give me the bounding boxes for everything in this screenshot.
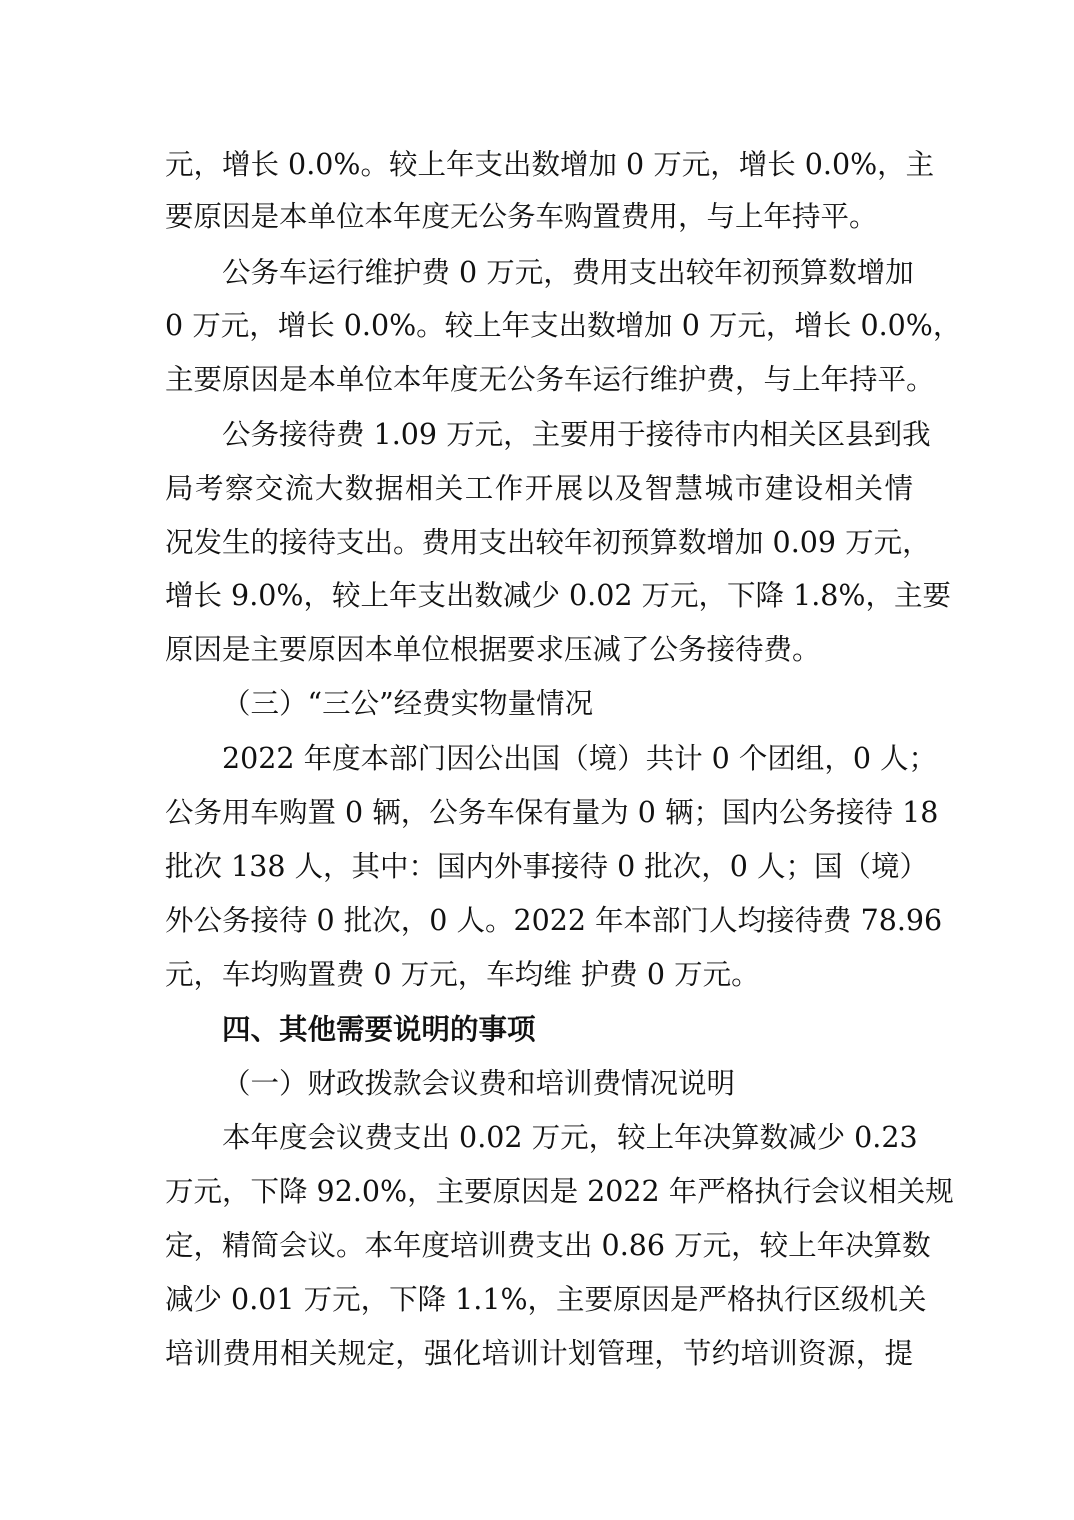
- paragraph-line: 增长 9.0%，较上年支出数减少 0.02 万元，下降 1.8%，主要: [165, 579, 952, 612]
- paragraph-line: 主要原因是本单位本年度无公务车运行维护费，与上年持平。: [165, 363, 935, 396]
- section-subheading: （三）“三公”经费实物量情况: [222, 687, 594, 720]
- paragraph-line: 况发生的接待支出。费用支出较年初预算数增加 0.09 万元，: [165, 526, 931, 559]
- paragraph-line: 要原因是本单位本年度无公务车购置费用，与上年持平。: [165, 200, 878, 233]
- paragraph-line: 0 万元，增长 0.0%。较上年支出数增加 0 万元，增长 0.0%，: [165, 309, 962, 342]
- paragraph-line: 元，增长 0.0%。较上年支出数增加 0 万元，增长 0.0%，主: [165, 148, 935, 181]
- paragraph-line: 公务用车购置 0 辆，公务车保有量为 0 辆；国内公务接待 18: [165, 796, 939, 829]
- paragraph-line: 培训费用相关规定，强化培训计划管理，节约培训资源，提: [165, 1337, 913, 1370]
- paragraph-line: 局考察交流大数据相关工作开展以及智慧城市建设相关情: [165, 472, 913, 505]
- paragraph-line: 元，车均购置费 0 万元，车均维 护费 0 万元。: [165, 958, 760, 991]
- section-subheading: （一）财政拨款会议费和培训费情况说明: [222, 1067, 736, 1100]
- paragraph-line: 公务车运行维护费 0 万元，费用支出较年初预算数增加: [222, 256, 914, 289]
- paragraph-line: 原因是主要原因本单位根据要求压减了公务接待费。: [165, 633, 821, 666]
- paragraph-line: 外公务接待 0 批次，0 人。2022 年本部门人均接待费 78.96: [165, 904, 943, 937]
- paragraph-line: 万元，下降 92.0%，主要原因是 2022 年严格执行会议相关规: [165, 1175, 954, 1208]
- paragraph-line: 本年度会议费支出 0.02 万元，较上年决算数减少 0.23: [222, 1121, 918, 1154]
- paragraph-line: 减少 0.01 万元，下降 1.1%，主要原因是严格执行区级机关: [165, 1283, 927, 1316]
- paragraph-line: 2022 年度本部门因公出国（境）共计 0 个团组，0 人；: [222, 742, 938, 775]
- paragraph-line: 公务接待费 1.09 万元，主要用于接待市内相关区县到我: [222, 418, 931, 451]
- section-heading: 四、其他需要说明的事项: [222, 1013, 536, 1046]
- paragraph-line: 定，精简会议。本年度培训费支出 0.86 万元，较上年决算数: [165, 1229, 931, 1262]
- paragraph-line: 批次 138 人，其中：国内外事接待 0 批次，0 人；国（境）: [165, 850, 928, 883]
